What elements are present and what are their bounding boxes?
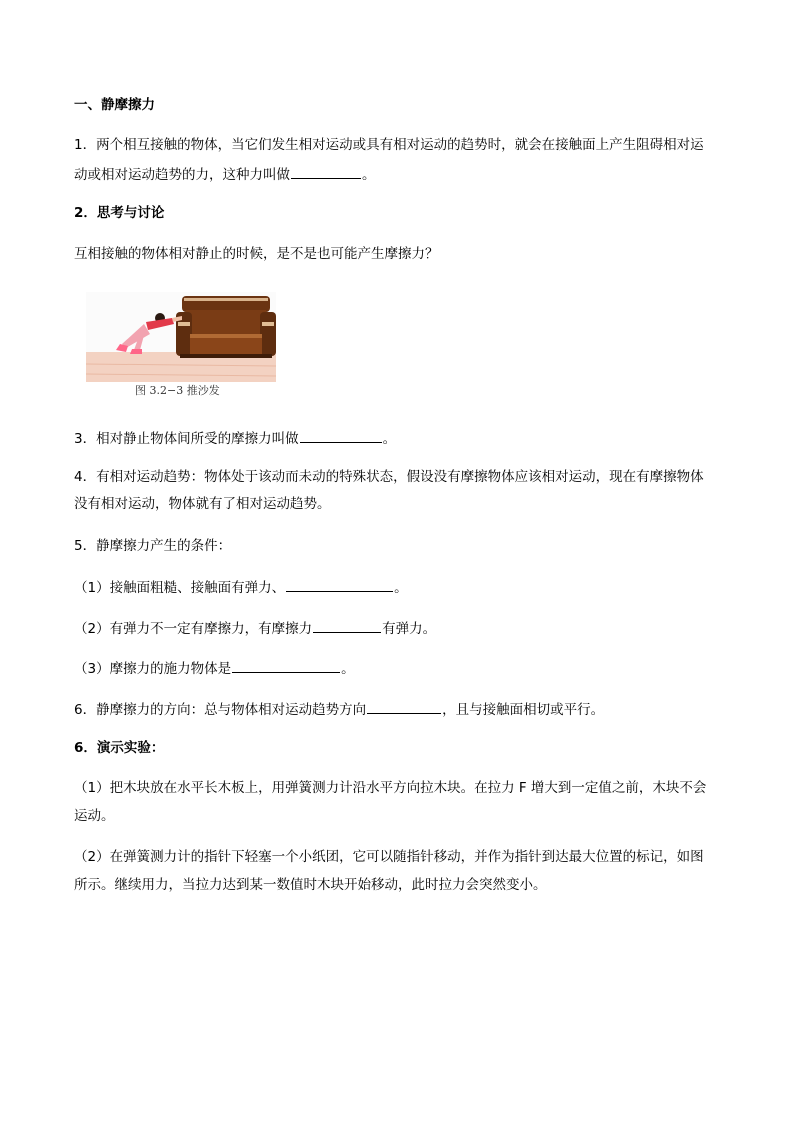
answer-blank-6[interactable] (367, 699, 441, 714)
demo-step-2-line1: （2）在弹簧测力计的指针下轻塞一个小纸团，它可以随指针移动，并作为指针到达最大位置的标记，如图 (74, 849, 704, 865)
demo-step-2-line2: 所示。继续用力，当拉力达到某一数值时木块开始移动，此时拉力会突然变小。 (74, 877, 547, 893)
condition-3-end: 。 (341, 661, 355, 677)
item5-heading: 5．静摩擦力产生的条件： (74, 538, 232, 554)
item1-line1: 1．两个相互接触的物体，当它们发生相对运动或具有相对运动的趋势时，就会在接触面上产生阻碍相对运 (74, 137, 704, 153)
item1-line2 (74, 164, 724, 184)
item3-line (74, 428, 724, 448)
demo-step-1-line2: 运动。 (74, 808, 115, 824)
condition-1-text: （1）接触面粗糙、接触面有弹力、 (74, 580, 286, 596)
answer-blank-1[interactable] (291, 164, 361, 179)
item5-condition-2 (74, 618, 724, 638)
condition-2-text: （2）有弹力不一定有摩擦力，有摩擦力 (74, 621, 313, 637)
item1-line2-text: 动或相对运动趋势的力，这种力叫做 (74, 167, 290, 183)
condition-1-end: 。 (394, 580, 408, 596)
demo-heading: 6．演示实验： (74, 740, 165, 756)
item2-heading: 2．思考与讨论 (74, 205, 165, 221)
answer-blank-2[interactable] (300, 428, 382, 443)
answer-blank-4[interactable] (313, 618, 381, 633)
item4-line1: 4．有相对运动趋势：物体处于该动而未动的特殊状态，假设没有摩擦物体应该相对运动，现在有摩擦物体 (74, 469, 704, 485)
figure-caption: 图 3.2−3 推沙发 (135, 384, 220, 397)
condition-2-end: 有弹力。 (382, 621, 437, 637)
item1-line2-end: 。 (362, 167, 376, 183)
answer-blank-5[interactable] (232, 658, 340, 673)
item5-condition-1 (74, 577, 724, 597)
item2-question: 互相接触的物体相对静止的时候，是不是也可能产生摩擦力？ (74, 246, 439, 262)
item4-line2: 没有相对运动，物体就有了相对运动趋势。 (74, 496, 331, 512)
item3-end: 。 (382, 431, 397, 447)
answer-blank-3[interactable] (286, 577, 393, 592)
item6-line (74, 699, 724, 719)
section-heading: 一、静摩擦力 (74, 97, 155, 113)
item6-end: ，且与接触面相切或平行。 (442, 702, 605, 718)
item3-text: 3．相对静止物体间所受的摩擦力叫做 (74, 431, 299, 447)
item5-condition-3 (74, 658, 724, 678)
demo-step-1-line1: （1）把木块放在水平长木板上，用弹簧测力计沿水平方向拉木块。在拉力 F 增大到一定值之前，木块不会 (74, 780, 707, 796)
condition-3-text: （3）摩擦力的施力物体是 (74, 661, 232, 677)
item6-text: 6．静摩擦力的方向：总与物体相对运动趋势方向 (74, 702, 367, 718)
